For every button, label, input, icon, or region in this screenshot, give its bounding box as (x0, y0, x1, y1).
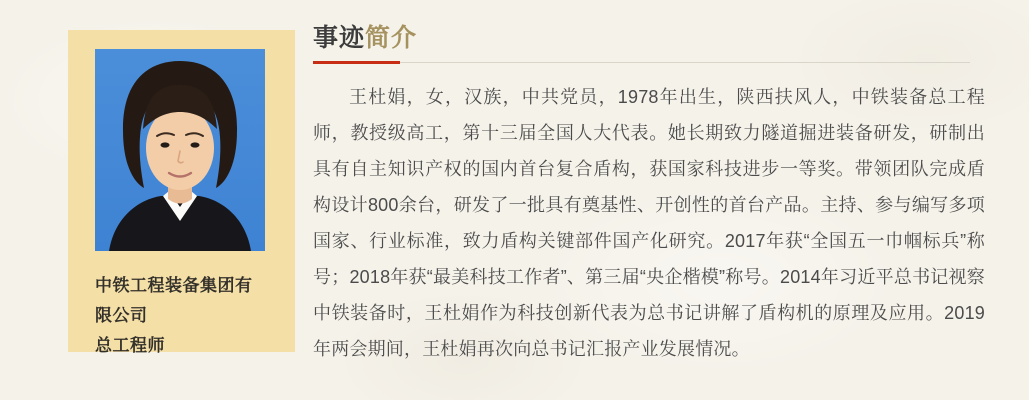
section-heading (313, 22, 985, 55)
profile-card (68, 30, 295, 355)
heading-secondary: 简介 (365, 24, 418, 52)
company-name: 中铁工程装备集团有限公司 (95, 276, 253, 325)
underline-track (400, 62, 970, 63)
biography-text: 王杜娟，女，汉族，中共党员，1978年出生，陕西扶风人，中铁装备总工程师，教授级高工，第十三届全国人大代表。她长期致力隧道掘进装备研发，研制出具有自主知识产权的国内首台复合盾构，获国家科技进步一等奖。带领团队完成盾构设计800余台，研发了一批具有奠基性、开创性的首台产品。主持、参与编写多项国家、行业标准，致力盾构关键部件国产化研究。2017年获“全国五一巾帼标兵”称号；2018年获“最美科技工作者”、第三届“央企楷模”称号。2014年习近平总书记视察中铁装备时，王杜娟作为科技创新代表为总书记讲解了盾构机的原理及应用。2019年两会期间，王杜娟再次向总书记汇报产业发展情况。 (313, 86, 985, 359)
heading-primary: 事迹 (313, 24, 366, 52)
underline-accent (313, 61, 400, 64)
biography-section (313, 22, 985, 367)
portrait-photo (95, 49, 265, 251)
job-title: 总工程师 (95, 336, 165, 355)
heading-underline (313, 61, 970, 64)
card-caption (95, 271, 268, 361)
portrait-illustration (95, 49, 265, 251)
